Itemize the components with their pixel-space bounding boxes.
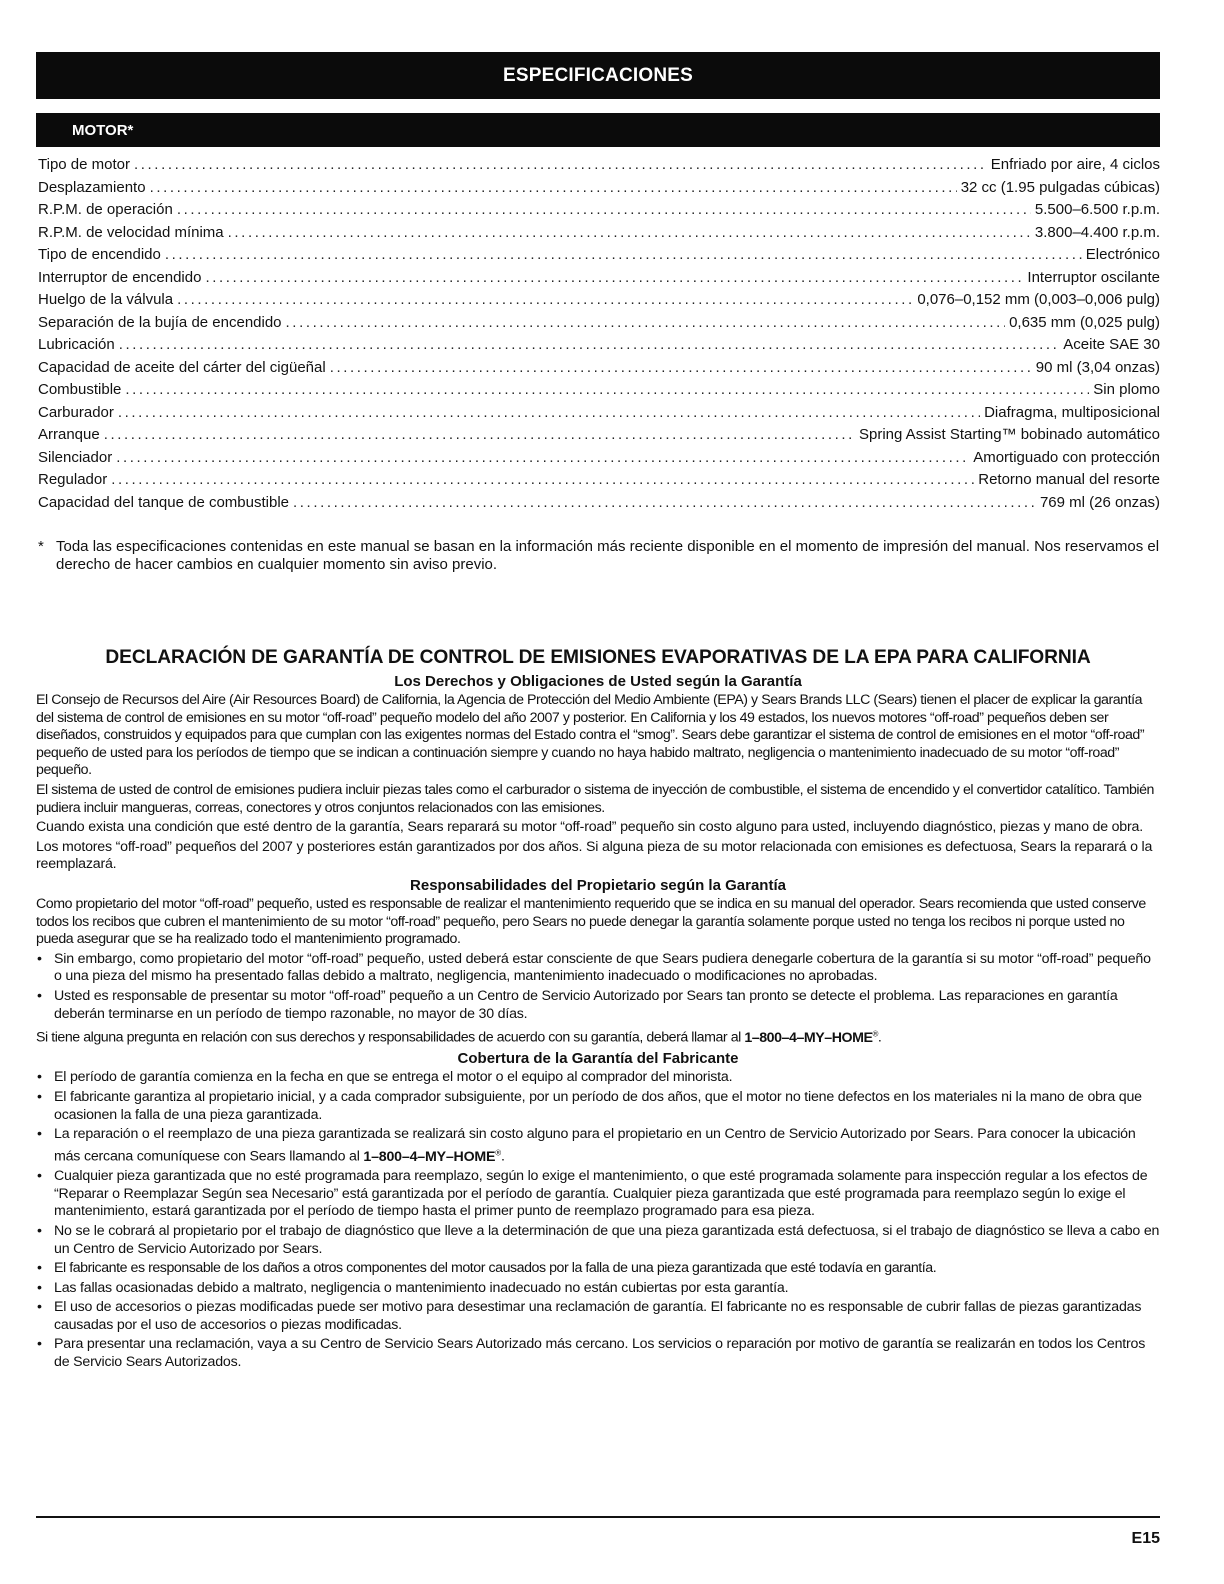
owner-closing-text: Si tiene alguna pregunta en relación con sus derechos y responsabilidades de acuerdo con su garantía, deberá llamar al — [36, 1029, 741, 1046]
spec-value: Electrónico — [1085, 246, 1160, 263]
dot-leader — [111, 469, 974, 492]
list-item — [36, 1280, 1160, 1298]
spec-row — [38, 447, 1160, 470]
registered-mark: ® — [495, 1147, 501, 1157]
spec-value: 0,076–0,152 mm (0,003–0,006 pulg) — [917, 291, 1160, 308]
list-item — [36, 1336, 1160, 1371]
spec-label: R.P.M. de operación — [38, 201, 173, 218]
spec-row — [38, 312, 1160, 335]
spec-value: Amortiguado con protección — [973, 448, 1160, 466]
spec-value: 769 ml (26 onzas) — [1039, 493, 1160, 511]
warranty-statement — [36, 645, 1160, 1374]
spec-value: 32 cc (1.95 pulgadas cúbicas) — [960, 178, 1160, 196]
spec-label: Silenciador — [38, 448, 113, 466]
bullet-icon: • — [37, 1089, 42, 1106]
bullet-icon: • — [37, 1126, 42, 1143]
list-item — [36, 1168, 1160, 1221]
spec-label: Lubricación — [38, 336, 115, 353]
coverage-list — [36, 1069, 1160, 1371]
bullet-icon: • — [37, 1260, 42, 1277]
bullet-icon: • — [37, 1168, 42, 1185]
spec-row — [38, 267, 1160, 290]
spec-value: Aceite SAE 30 — [1063, 336, 1160, 353]
warranty-title: DECLARACIÓN DE GARANTÍA DE CONTROL DE EMISIONES EVAPORATIVAS DE LA EPA PARA CALIFORNIA — [105, 647, 1091, 668]
spec-value: Diafragma, multiposicional — [984, 403, 1160, 421]
spec-row — [38, 244, 1160, 267]
specs-table — [38, 154, 1160, 514]
dot-leader — [286, 312, 1006, 335]
spec-label: Interruptor de encendido — [38, 268, 202, 286]
spec-label: R.P.M. de velocidad mínima — [38, 223, 224, 241]
list-item — [36, 1069, 1160, 1087]
section-title: MOTOR* — [72, 121, 134, 139]
spec-label: Huelgo de la válvula — [38, 291, 174, 308]
footer-divider — [36, 1516, 1160, 1518]
owner-closing-end: . — [877, 1029, 882, 1046]
dot-leader — [118, 402, 980, 425]
list-item — [36, 1260, 1160, 1278]
registered-mark: ® — [872, 1029, 878, 1039]
spec-value: 90 ml (3,04 onzas) — [1035, 358, 1160, 376]
spec-label: Carburador — [38, 403, 114, 421]
list-item-text: El período de garantía comienza en la fecha en que se entrega el motor o el equipo al comprador del minorista. — [54, 1069, 733, 1086]
spec-row — [38, 289, 1160, 312]
list-item-text: Las fallas ocasionadas debido a maltrato, negligencia o mantenimiento inadecuado no están cubiertas por esta garantía. — [54, 1279, 789, 1296]
list-item — [36, 951, 1160, 986]
owner-paragraph: Como propietario del motor “off-road” pequeño, usted es responsable de realizar el mantenimiento requerido que se indica en su manual del operador. Sears recomienda que usted conserve todos los recibos que cubren el mantenimiento de su motor “off-road” pequeño, pero Sears no puede denegar la garantía solamente porque usted no tenga los recibos ni porque usted no pueda asegurar que se ha realizado todo el mantenimiento programado. — [36, 895, 1146, 948]
list-item — [36, 1126, 1160, 1166]
spec-label: Regulador — [38, 471, 108, 488]
spec-value: Sin plomo — [1093, 381, 1160, 398]
list-item-end: . — [500, 1148, 505, 1165]
dot-leader — [104, 424, 855, 447]
dot-leader — [177, 199, 1031, 222]
dot-leader — [330, 357, 1032, 380]
owner-heading: Responsabilidades del Propietario según la Garantía — [410, 876, 786, 894]
list-item-text: El fabricante es responsable de los daños a otros componentes del motor causados por la falla de una pieza garantizada que esté todavía en garantía. — [54, 1260, 937, 1277]
phone-text: 1–800–4–MY–HOME — [363, 1148, 496, 1165]
spec-value: 3.800–4.400 r.p.m. — [1034, 223, 1160, 241]
spec-row — [38, 154, 1160, 177]
spec-row — [38, 469, 1160, 492]
list-item-text: El uso de accesorios o piezas modificadas puede ser motivo para desestimar una reclamación de garantía. El fabricante no es responsable de cubrir fallas de piezas garantizadas causadas por el uso de accesorios o piezas modificadas. — [54, 1299, 1142, 1333]
spec-row — [38, 492, 1160, 515]
bullet-icon: • — [37, 1336, 42, 1353]
rights-paragraph: Cuando exista una condición que esté dentro de la garantía, Sears reparará su motor “off-road” pequeño sin costo alguno para usted, incluyendo diagnóstico, piezas y mano de obra. — [36, 819, 1143, 836]
rights-paragraph: Los motores “off-road” pequeños del 2007 y posteriores están garantizados por dos años. Si alguna pieza de su motor relacionada con emisiones es defectuosa, Sears la reparará o la reemplazará. — [36, 838, 1153, 873]
spec-label: Tipo de encendido — [38, 246, 161, 263]
phone-number — [744, 1030, 878, 1046]
spec-row — [38, 357, 1160, 380]
spec-value: Enfriado por aire, 4 ciclos — [990, 156, 1160, 173]
dot-leader — [205, 267, 1023, 290]
spec-value: Spring Assist Starting™ bobinado automático — [858, 426, 1160, 443]
spec-label: Combustible — [38, 381, 122, 398]
spec-row — [38, 402, 1160, 425]
page-number: E15 — [1131, 1530, 1160, 1547]
spec-value: Interruptor oscilante — [1027, 268, 1160, 286]
owner-list — [36, 951, 1160, 1023]
owner-closing — [36, 1025, 1160, 1047]
specs-footnote — [38, 538, 1160, 574]
spec-label: Separación de la bujía de encendido — [38, 313, 282, 331]
dot-leader — [150, 177, 957, 200]
bullet-icon: • — [37, 1222, 42, 1239]
bullet-icon: • — [37, 950, 42, 967]
dot-leader — [165, 244, 1082, 267]
specifications-banner — [36, 52, 1160, 99]
rights-heading: Los Derechos y Obligaciones de Usted según la Garantía — [394, 673, 802, 690]
list-item — [36, 1089, 1160, 1124]
spec-row — [38, 379, 1160, 402]
list-item — [36, 1299, 1160, 1334]
rights-paragraph: El Consejo de Recursos del Aire (Air Resources Board) de California, la Agencia de Protección del Medio Ambiente (EPA) y Sears Brands LLC (Sears) tienen el placer de explicar la garantía del sistema de control de emisiones en su motor “off-road” pequeño modelo del año 2007 y posterior. En California y los 49 estados, los nuevos motores “off-road” pequeños deben ser diseñados, construidos y equipados para que cumplan con las exigentes normas del Estado contra el “smog”. Sears debe garantizar el sistema de control de emisiones en el motor “off-road” pequeño de usted para los períodos de tiempo que se indican a continuación siempre y cuando no haya habido maltrato, negligencia o mantenimiento inadecuado de su motor “off-road” pequeño. — [36, 692, 1145, 779]
dot-leader — [116, 447, 969, 470]
dot-leader — [134, 154, 987, 177]
list-item — [36, 988, 1160, 1023]
motor-section-bar — [36, 113, 1160, 147]
dot-leader — [125, 379, 1089, 402]
bullet-icon: • — [37, 1299, 42, 1316]
spec-label: Tipo de motor — [38, 156, 130, 173]
spec-label: Desplazamiento — [38, 178, 146, 196]
phone-number — [363, 1149, 501, 1165]
page-title: ESPECIFICACIONES — [502, 64, 694, 86]
spec-value: 5.500–6.500 r.p.m. — [1034, 201, 1160, 218]
bullet-icon: • — [37, 1069, 42, 1086]
list-item-text: Cualquier pieza garantizada que no esté programada para reemplazo, según lo exige el mantenimiento, o que esté programada solamente para inspección regular a los efectos de “Reparar o Reemplazar Según sea Necesario” está garantizada por el período de garantía. Cualquier pieza garantizada que esté programada para reemplazo según lo exige el mantenimiento, estará garantizada por el período de tiempo hasta el primer punto de reemplazo programado para esa pieza. — [54, 1168, 1148, 1220]
list-item-text: Usted es responsable de presentar su motor “off-road” pequeño a un Centro de Servicio Autorizado por Sears tan pronto se detecte el problema. Las reparaciones en garantía deberán terminarse en un período de tiempo razonable, no mayor de 30 días. — [54, 987, 1118, 1022]
list-item-text: El fabricante garantiza al propietario inicial, y a cada comprador subsiguiente, por un período de dos años, que el motor no tiene defectos en los materiales ni la mano de obra que ocasionen la falla de una pieza garantizada. — [54, 1089, 1142, 1123]
spec-label: Capacidad del tanque de combustible — [38, 493, 290, 511]
spec-value: 0,635 mm (0,025 pulg) — [1009, 313, 1160, 331]
phone-text: 1–800–4–MY–HOME — [744, 1029, 873, 1046]
list-item-text: Sin embargo, como propietario del motor “off-road” pequeño, usted deberá estar consciente de que Sears pudiera denegarle cobertura de la garantía si su motor “off-road” pequeño o una pieza del mismo ha presentado fallas debido a maltrato, negligencia, mantenimiento inadecuado o modificaciones no aprobadas. — [54, 950, 1151, 985]
list-item-text: La reparación o el reemplazo de una pieza garantizada se realizará sin costo alguno para el propietario en un Centro de Servicio Autorizado por Sears. Para conocer la ubicación más cercana comuníquese con Sears llamando al — [54, 1126, 1136, 1165]
spec-label: Capacidad de aceite del cárter del cigüeñal — [38, 358, 326, 376]
list-item-text: No se le cobrará al propietario por el trabajo de diagnóstico que lleve a la determinación de que una pieza garantizada está defectuosa, si el trabajo de diagnóstico se lleva a cabo en un Centro de Servicio Autorizado por Sears. — [54, 1222, 1160, 1257]
dot-leader — [177, 289, 913, 312]
rights-paragraph: El sistema de usted de control de emisiones pudiera incluir piezas tales como el carburador o sistema de inyección de combustible, el sistema de encendido y el convertidor catalítico. También pudiera incluir mangueras, correas, conectores y otros conjuntos relacionados con las emisiones. — [36, 781, 1154, 816]
spec-value: Retorno manual del resorte — [978, 471, 1160, 488]
bullet-icon: • — [37, 1279, 42, 1296]
footnote-text: Toda las especificaciones contenidas en este manual se basan en la información más reciente disponible en el momento de impresión del manual. Nos reservamos el derecho de hacer cambios en cualquier momento sin aviso previo. — [56, 538, 1160, 573]
dot-leader — [228, 222, 1031, 245]
dot-leader — [293, 492, 1036, 515]
coverage-heading: Cobertura de la Garantía del Fabricante — [457, 1050, 739, 1068]
dot-leader — [119, 334, 1060, 357]
spec-row — [38, 199, 1160, 222]
spec-row — [38, 177, 1160, 200]
spec-row — [38, 424, 1160, 447]
footnote-mark: * — [38, 538, 44, 555]
spec-row — [38, 334, 1160, 357]
list-item — [36, 1223, 1160, 1258]
spec-label: Arranque — [38, 426, 100, 443]
list-item-text: Para presentar una reclamación, vaya a su Centro de Servicio Sears Autorizado más cercano. Los servicios o reparación por motivo de garantía se realizarán en todos los Centros de Servicio Sears Autorizados. — [54, 1336, 1146, 1371]
bullet-icon: • — [37, 987, 42, 1004]
spec-row — [38, 222, 1160, 245]
